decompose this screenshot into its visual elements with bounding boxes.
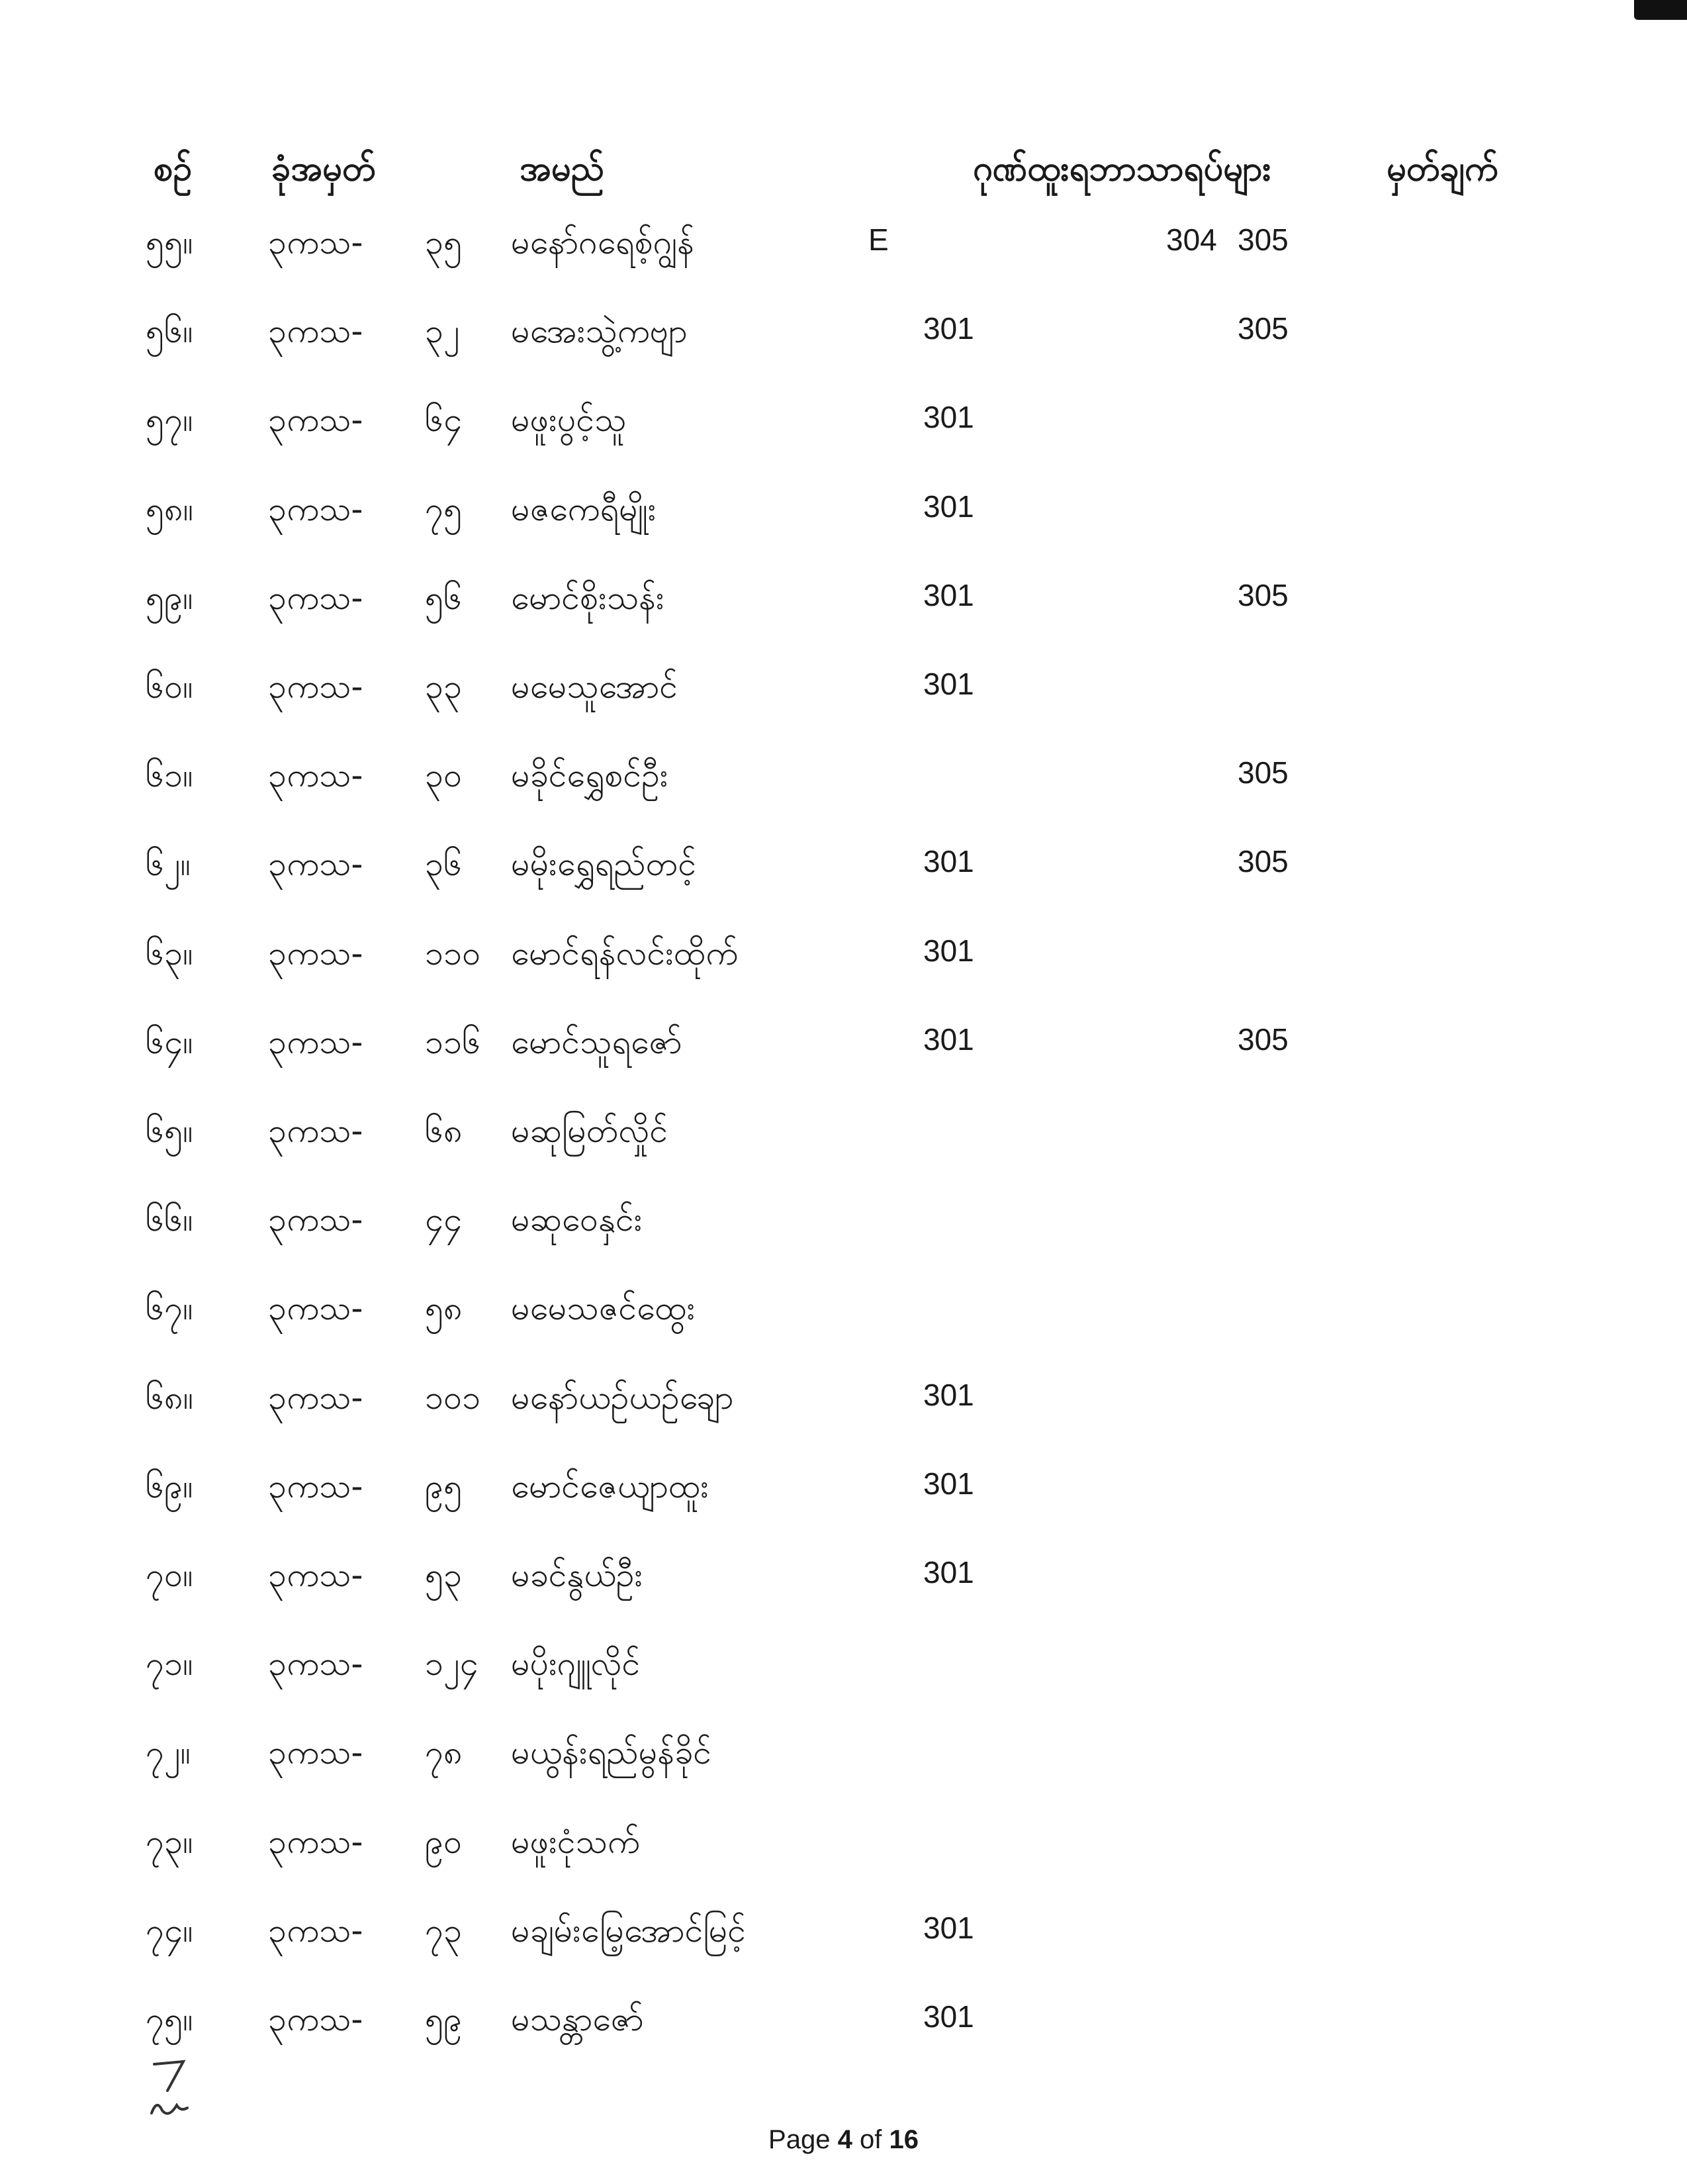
table-row: [0, 1110, 1687, 1170]
row-roll-prefix: ၃ကသ-: [268, 2000, 363, 2038]
row-student-name: မောင်ရန်လင်းထိုက်: [511, 933, 739, 973]
row-subject-301: 301: [923, 1999, 974, 2034]
row-serial-no: ၇၂။: [146, 1733, 191, 1772]
footer-of-word: of: [859, 2125, 882, 2154]
row-roll-prefix: ၃ကသ-: [268, 1466, 363, 1505]
table-row: [0, 933, 1687, 992]
row-roll-prefix: ၃ကသ-: [268, 1112, 363, 1150]
row-roll-number: ၁၁၆: [425, 1022, 481, 1061]
row-serial-no: ၅၈။: [146, 489, 193, 528]
row-roll-number: ၇၃: [425, 1911, 463, 1950]
table-row: [0, 755, 1687, 814]
row-subject-301: 301: [923, 311, 974, 346]
table-row: [0, 1554, 1687, 1614]
table-row: [0, 1377, 1687, 1437]
row-serial-no: ၆၇။: [146, 1289, 193, 1328]
row-serial-no: ၇၄။: [146, 1911, 193, 1950]
table-row: [0, 1643, 1687, 1703]
row-serial-no: ၆၆။: [146, 1200, 193, 1239]
row-student-name: မဖူးငုံသက်: [511, 1822, 640, 1861]
row-subject-301: 301: [923, 844, 974, 879]
table-row: [0, 1910, 1687, 1970]
row-roll-number: ၁၀၁: [425, 1378, 481, 1417]
row-student-name: မဇကေရီမျိုး: [511, 489, 657, 528]
footer-page-current: 4: [837, 2125, 852, 2154]
row-serial-no: ၇၀။: [146, 1556, 193, 1594]
row-serial-no: ၇၃။: [146, 1822, 193, 1861]
row-roll-prefix: ၃ကသ-: [268, 1378, 363, 1417]
row-roll-prefix: ၃ကသ-: [268, 489, 363, 528]
table-row: [0, 666, 1687, 726]
row-roll-prefix: ၃ကသ-: [268, 933, 363, 973]
row-student-name: မောင်စိုးသန်း: [511, 578, 664, 617]
table-row: [0, 1466, 1687, 1525]
row-student-name: မောင်သူရဇော်: [511, 1022, 682, 1061]
table-row: [0, 310, 1687, 370]
row-student-name: မအေးသွဲ့ကဗျာ: [511, 312, 688, 351]
row-subject-301: 301: [923, 933, 974, 968]
row-roll-prefix: ၃ကသ-: [268, 1911, 363, 1950]
row-subject-301: 301: [923, 577, 974, 612]
row-serial-no: ၆၁။: [146, 756, 193, 795]
row-roll-number: ၁၂၄: [425, 1644, 479, 1684]
row-roll-prefix: ၃ကသ-: [268, 1644, 363, 1684]
row-roll-prefix: ၃ကသ-: [268, 1200, 363, 1239]
row-roll-prefix: ၃ကသ-: [268, 1022, 363, 1061]
row-student-name: မနော်ယဥ်ယဥ်ချော: [511, 1378, 734, 1417]
row-student-name: မချမ်းမြေ့အောင်မြင့်: [511, 1911, 747, 1950]
row-roll-number: ၁၁၀: [425, 933, 481, 973]
page-footer: [0, 2125, 1687, 2155]
row-student-name: မဆုမြတ်လှိုင်: [511, 1112, 668, 1150]
footer-page-word: Page: [768, 2125, 831, 2154]
row-serial-no: ၇၅။: [146, 2000, 193, 2038]
row-roll-number: ၇၅: [425, 489, 463, 528]
row-subject-301: 301: [923, 1466, 974, 1501]
row-subject-305: 305: [1238, 577, 1289, 612]
table-row: [0, 1021, 1687, 1081]
row-student-name: မဖူးပွင့်သူ: [511, 401, 627, 440]
row-subject-304: 304: [1166, 222, 1217, 257]
row-serial-no: ၅၅။: [146, 223, 193, 261]
header-serial-no: စဥ်: [154, 149, 193, 189]
row-roll-number: ၅၆: [425, 578, 463, 617]
row-roll-number: ၇၈: [425, 1733, 463, 1772]
row-roll-number: ၉၅: [425, 1466, 463, 1505]
row-serial-no: ၇၁။: [146, 1644, 193, 1684]
row-subject-301: 301: [923, 489, 974, 524]
row-serial-no: ၅၆။: [146, 312, 193, 351]
header-distinction-subjects: ဂုဏ်ထူးရဘာသာရပ်များ: [973, 149, 1271, 189]
row-mark: E: [868, 222, 889, 257]
row-roll-prefix: ၃ကသ-: [268, 1556, 363, 1594]
row-subject-301: 301: [923, 400, 974, 435]
row-roll-prefix: ၃ကသ-: [268, 1733, 363, 1772]
table-row: [0, 399, 1687, 459]
row-student-name: မနော်ဂရေစ့်ဂျွန်: [511, 223, 695, 261]
row-roll-number: ၃၀: [425, 756, 463, 795]
row-serial-no: ၆၈။: [146, 1378, 193, 1417]
row-student-name: မခင်နွယ်ဦး: [511, 1556, 643, 1594]
row-roll-number: ၄၄: [425, 1200, 463, 1239]
row-serial-no: ၆၉။: [146, 1466, 193, 1505]
row-student-name: မခိုင်ရွှေစင်ဦး: [511, 756, 668, 795]
row-subject-301: 301: [923, 1555, 974, 1590]
row-roll-number: ၆၄: [425, 401, 463, 440]
row-student-name: မယွန်းရည်မွန်ခိုင်: [511, 1733, 712, 1772]
row-serial-no: ၆၄။: [146, 1022, 193, 1061]
row-roll-number: ၆၈: [425, 1112, 463, 1150]
row-roll-prefix: ၃ကသ-: [268, 401, 363, 440]
row-subject-305: 305: [1238, 222, 1289, 257]
row-subject-301: 301: [923, 1377, 974, 1412]
row-student-name: မောင်ဇေယျာထူး: [511, 1466, 709, 1505]
table-row: [0, 1288, 1687, 1347]
header-remark: မှတ်ချက်: [1387, 149, 1498, 189]
row-roll-prefix: ၃ကသ-: [268, 312, 363, 351]
table-row: [0, 577, 1687, 637]
row-roll-number: ၉၀: [425, 1822, 463, 1861]
header-roll-number: ခုံအမှတ်: [271, 149, 376, 189]
header-name: အမည်: [520, 149, 604, 189]
row-serial-no: ၅၇။: [146, 401, 193, 440]
row-subject-301: 301: [923, 1021, 974, 1057]
row-student-name: မဆုဝေနှင်း: [511, 1200, 643, 1239]
row-roll-number: ၅၃: [425, 1556, 463, 1594]
row-student-name: မပိုးဂျူလိုင်: [511, 1644, 641, 1684]
table-row: [0, 222, 1687, 281]
table-row: [0, 843, 1687, 903]
row-serial-no: ၆၃။: [146, 933, 193, 973]
row-serial-no: ၆၂။: [146, 845, 191, 884]
table-row: [0, 1199, 1687, 1258]
row-roll-number: ၃၆: [425, 845, 463, 884]
row-serial-no: ၅၉။: [146, 578, 193, 617]
table-row: [0, 489, 1687, 548]
handwritten-initials: [142, 2052, 215, 2125]
row-roll-number: ၃၃: [425, 667, 463, 706]
row-subject-305: 305: [1238, 1021, 1289, 1057]
row-serial-no: ၆၀။: [146, 667, 193, 706]
row-roll-prefix: ၃ကသ-: [268, 1822, 363, 1861]
row-subject-305: 305: [1238, 755, 1289, 790]
row-roll-number: ၅၈: [425, 1289, 463, 1328]
row-subject-305: 305: [1238, 311, 1289, 346]
row-roll-prefix: ၃ကသ-: [268, 845, 363, 884]
row-roll-number: ၅၉: [425, 2000, 463, 2038]
row-subject-301: 301: [923, 1910, 974, 1945]
row-roll-number: ၃၂: [425, 312, 460, 351]
row-roll-prefix: ၃ကသ-: [268, 578, 363, 617]
row-roll-prefix: ၃ကသ-: [268, 756, 363, 795]
row-student-name: မမေသဇင်ထွေး: [511, 1289, 696, 1328]
row-roll-prefix: ၃ကသ-: [268, 223, 363, 261]
table-row: [0, 1999, 1687, 2058]
row-roll-prefix: ၃ကသ-: [268, 1289, 363, 1328]
footer-page-total: 16: [889, 2125, 919, 2154]
row-student-name: မသန္တာဇော်: [511, 2000, 644, 2038]
row-student-name: မမေသူအောင်: [511, 667, 678, 706]
row-subject-301: 301: [923, 667, 974, 701]
row-student-name: မမိုးရွှေရည်တင့်: [511, 845, 697, 884]
row-subject-305: 305: [1238, 844, 1289, 879]
row-serial-no: ၆၅။: [146, 1112, 193, 1150]
scan-edge-mark: [1634, 0, 1687, 20]
row-roll-prefix: ၃ကသ-: [268, 667, 363, 706]
table-row: [0, 1732, 1687, 1791]
row-roll-number: ၃၅: [425, 223, 463, 261]
table-row: [0, 1821, 1687, 1881]
table-header: [0, 147, 1687, 200]
